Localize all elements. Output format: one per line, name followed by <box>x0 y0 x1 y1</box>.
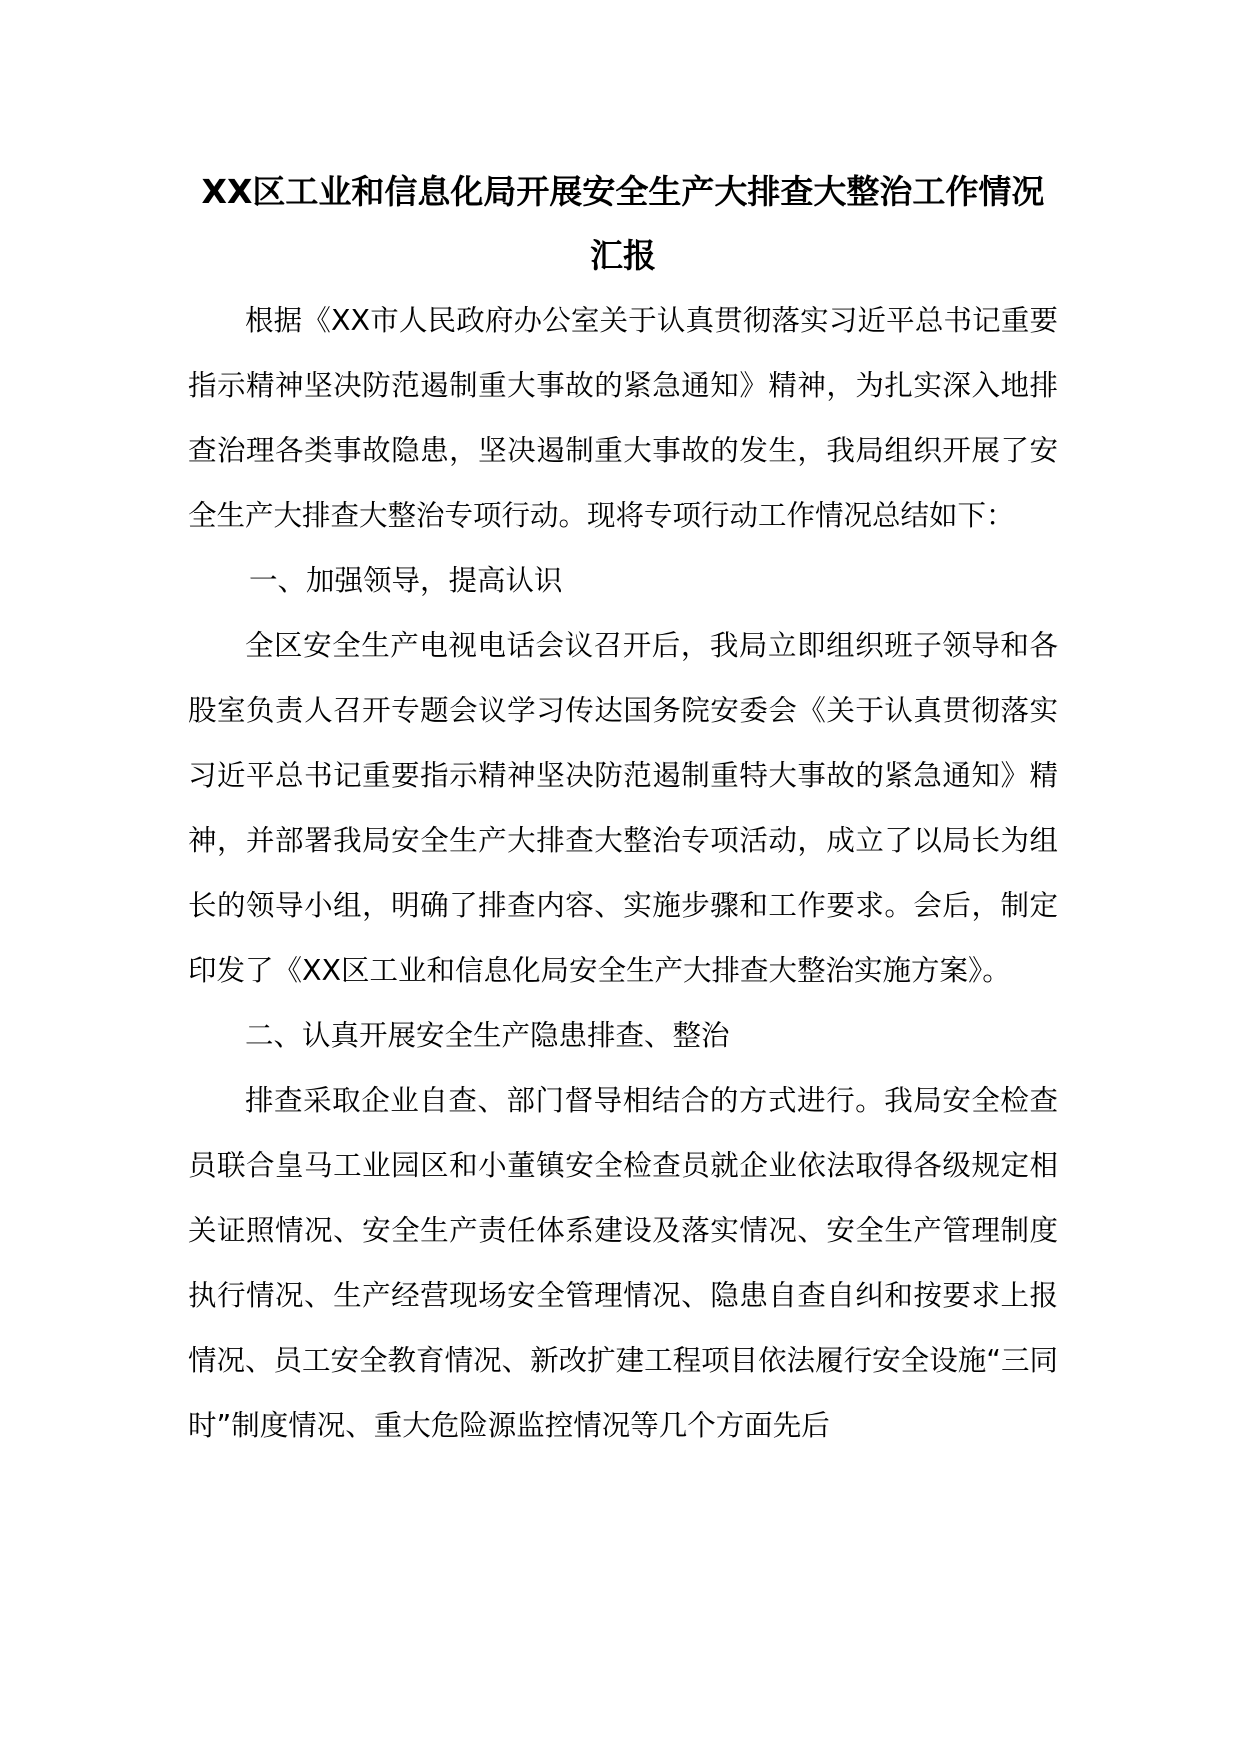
section-2-paragraph: 排查采取企业自查、部门督导相结合的方式进行。我局安全检查员联合皇马工业园区和小董镇安全检查员就企业依法取得各级规定相关证照情况、安全生产责任体系建设及落实情况、安全生产管理制度执行情况、生产经营现场安全管理情况、隐患自查自纠和按要求上报情况、员工安全教育情况、新改扩建工程项目依法履行安全设施“三同时”制度情况、重大危险源监控情况等几个方面先后 <box>188 1084 1058 1442</box>
document-title-line-1: XX区工业和信息化局开展安全生产大排查大整治工作情况 <box>201 172 1045 211</box>
document-title <box>188 160 1058 288</box>
section-1-heading: 一、加强领导，提高认识 <box>249 564 563 597</box>
document-title-line-2: 汇报 <box>590 236 656 275</box>
intro-paragraph: 根据《XX市人民政府办公室关于认真贯彻落实习近平总书记重要指示精神坚决防范遏制重大事故的紧急通知》精神，为扎实深入地排查治理各类事故隐患，坚决遏制重大事故的发生，我局组织开展了安全生产大排查大整治专项行动。现将专项行动工作情况总结如下： <box>188 304 1058 532</box>
section-2-heading: 二、认真开展安全生产隐患排查、整治 <box>245 1019 730 1052</box>
section-1-paragraph: 全区安全生产电视电话会议召开后，我局立即组织班子领导和各股室负责人召开专题会议学习传达国务院安委会《关于认真贯彻落实习近平总书记重要指示精神坚决防范遏制重特大事故的紧急通知》精神，并部署我局安全生产大排查大整治专项活动，成立了以局长为组长的领导小组，明确了排查内容、实施步骤和工作要求。会后，制定印发了《XX区工业和信息化局安全生产大排查大整治实施方案》。 <box>188 629 1058 987</box>
document-body <box>188 160 1058 1458</box>
